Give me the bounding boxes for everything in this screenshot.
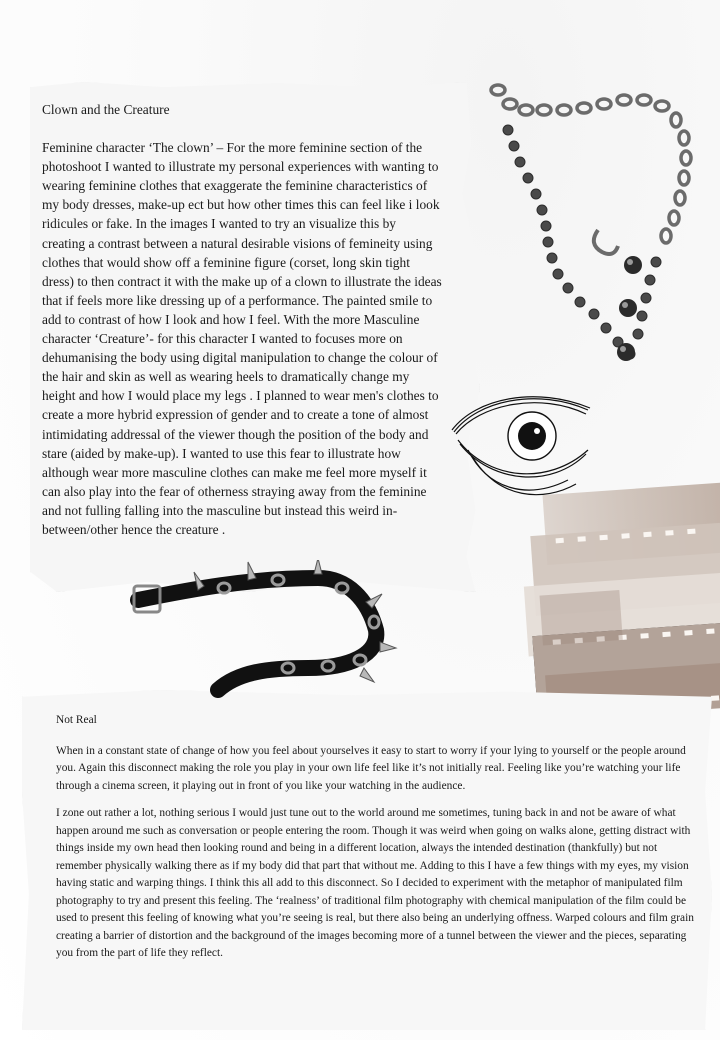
- section-body-clown: Feminine character ‘The clown’ – For the more feminine section of the photoshoot I wanted to illustrate my personal experiences with wanting to wearing feminine clothes that exaggerate the feminine characteristics of my body dresses, make-up ect but how other times this can feel like i look ridicules or fake. In the images I wanted to try an visualize this by creating a contrast between a natural desirable visions of femineity using clothes that would show off a feminine figure (corset, long skin tight dress) to then contract it with the make up of a clown to illustrate the ideas that if feels more like dressing up of a performance. The painted smile to add to contrast of how I look and how I feel. With the more Masculine character ‘Creature’- for this character I wanted to focuses more on dehumanising the body using digital manipulation to change the colour of the hair and skin as well as wearing heels to dramatically change my height and how I would place my legs . I planned to wear men's clothes to create a more hybrid expression of gender and to create a tone of almost intimidating addressal of the viewer though the position of the body and stare (aided by make-up). I wanted to use this fear to illustrate how although wear more masculine clothes can make me feel more myself it can also play into the fear of otherness straying away from the feminine and not fulling falling into the masculine but instead this weird in-between/other hence the creature .: [42, 140, 442, 537]
- not-real-paragraph-2: I zone out rather a lot, nothing serious I would just tune out to the world around me sometimes, tuning back in and not be aware of what happen around me such as conversation or people entering the room. Though it was weird when going on walks alone, getting distract with things inside my own head then looking round and being in a different location, always the intended destination (thankfully) but not remember physically walking there as if my body did that part that without me. Adding to this I have a few things with my eyes, my vision having static and warping things. I think this all add to this disconnect. So I decided to experiment with the metaphor of manipulated film photography to try and present this feeling. The ‘realness’ of traditional film photography with chemical manipulation of the film could be used to present this feeling of knowing what you’re seeing is real, but there also being an underlying offness. Warped colours and film grain creating a barrier of distortion and the background of the images becoming more of a tunnel between the viewer and the pieces, separating you from the part of life they reflect.: [56, 807, 694, 959]
- chain-necklace-icon: [478, 70, 708, 390]
- not-real-paragraph-1: When in a constant state of change of how you feel about yourselves it easy to start to worry if your lying to yourself or the people around you. Again this disconnect making the role you play in your own life feel like it’s not initially real. Feeling like you’re watching your life through a cinema screen, it playing out in front of you like your watching in the audience.: [56, 744, 686, 792]
- section-title-not-real: Not Real: [56, 714, 97, 726]
- spiked-choker-icon: [128, 560, 398, 700]
- section-clown-creature: [42, 100, 442, 539]
- eye-sketch-icon: [448, 380, 598, 510]
- section-not-real: [56, 712, 696, 973]
- section-title-clown: Clown and the Creature: [42, 102, 170, 117]
